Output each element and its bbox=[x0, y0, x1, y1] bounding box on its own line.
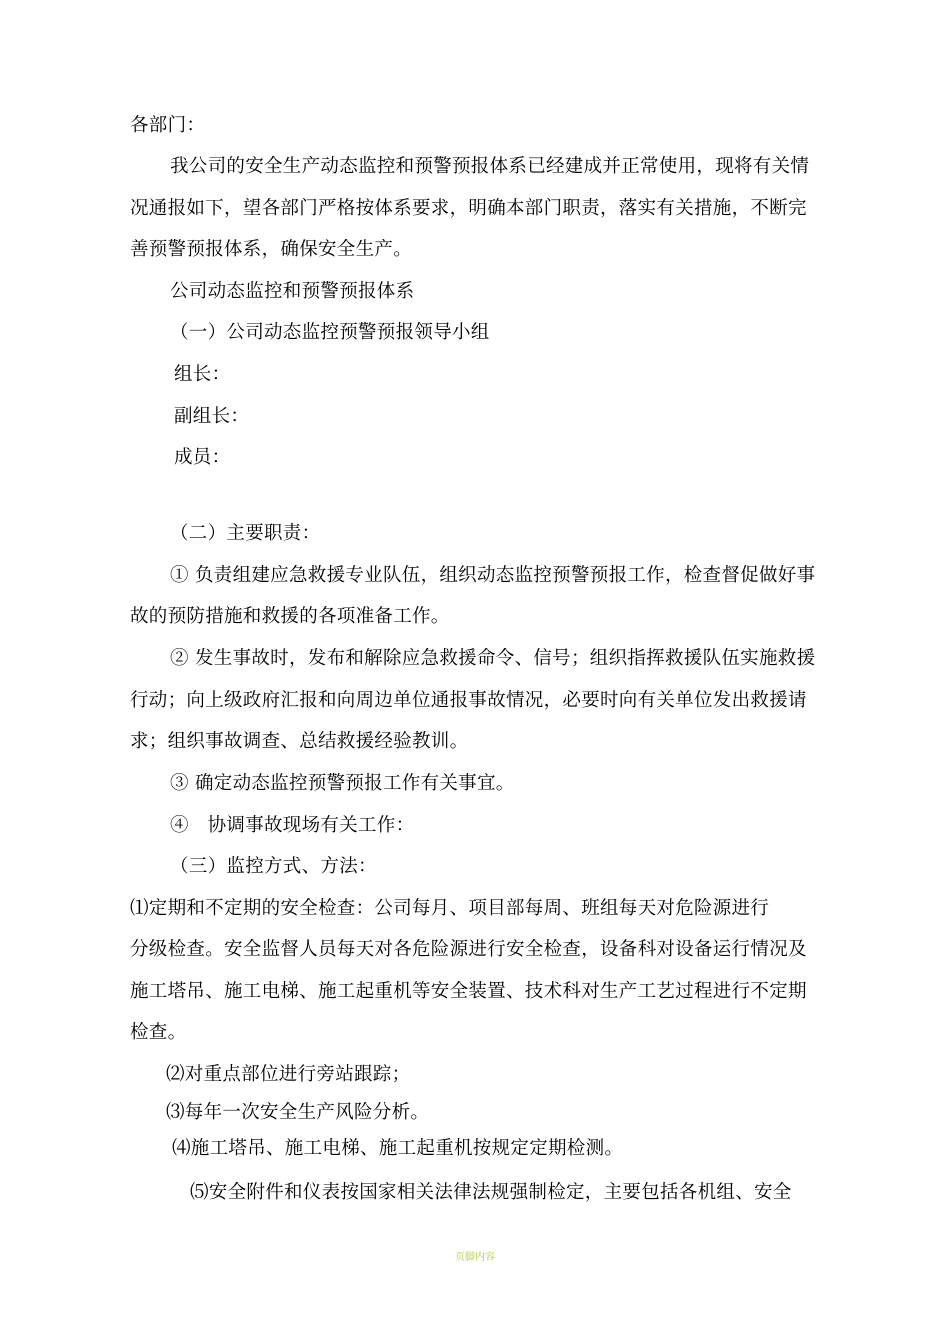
method4: ⑷施工塔吊、施工电梯、施工起重机按规定定期检测。 bbox=[172, 1138, 624, 1159]
section1-heading: （一）公司动态监控预警预报领导小组 bbox=[170, 322, 490, 343]
method1-line-2: 分级检查。安全监督人员每天对各危险源进行安全检查，设备科对设备运行情况及 bbox=[130, 939, 807, 960]
method1-line-3: 施工塔吊、施工电梯、施工起重机等安全装置、技术科对生产工艺过程进行不定期 bbox=[130, 981, 807, 1002]
method2: ⑵对重点部位进行旁站跟踪； bbox=[166, 1064, 411, 1085]
duty2-line-3: 求；组织事故调查、总结救援经验教训。 bbox=[130, 731, 469, 752]
intro-line-1: 我公司的安全生产动态监控和预警预报体系已经建成并正常使用，现将有关情 bbox=[170, 156, 810, 177]
deputy-leader-label: 副组长： bbox=[174, 406, 250, 427]
duty2-line-1: ② 发生事故时，发布和解除应急救援命令、信号；组织指挥救援队伍实施救援 bbox=[170, 648, 816, 669]
duty2-line-2: 行动；向上级政府汇报和向周边单位通报事故情况，必要时向有关单位发出救援请 bbox=[130, 690, 807, 711]
duty1-line-1: ① 负责组建应急救援专业队伍，组织动态监控预警预报工作，检查督促做好事 bbox=[170, 565, 816, 586]
duty4: ④ 协调事故现场有关工作： bbox=[170, 815, 415, 836]
intro-line-3: 善预警预报体系，确保安全生产。 bbox=[130, 239, 413, 260]
section2-heading: （二）主要职责： bbox=[170, 523, 321, 544]
system-title: 公司动态监控和预警预报体系 bbox=[170, 281, 415, 302]
leader-label: 组长： bbox=[174, 364, 231, 385]
duty3: ③ 确定动态监控预警预报工作有关事宜。 bbox=[170, 773, 515, 794]
intro-line-2: 况通报如下，望各部门严格按体系要求，明确本部门职责，落实有关措施，不断完 bbox=[130, 198, 807, 219]
method3: ⑶每年一次安全生产风险分析。 bbox=[166, 1102, 430, 1123]
method5: ⑸安全附件和仪表按国家相关法律法规强制检定，主要包括各机组、安全 bbox=[190, 1182, 792, 1203]
members-label: 成员： bbox=[174, 447, 231, 468]
method1-line-1: ⑴定期和不定期的安全检查：公司每月、项目部每周、班组每天对危险源进行 bbox=[130, 898, 770, 919]
page-footer: 页脚内容 bbox=[455, 1252, 495, 1263]
method1-line-4: 检查。 bbox=[130, 1022, 187, 1043]
salutation: 各部门： bbox=[130, 115, 206, 136]
duty1-line-2: 故的预防措施和救援的各项准备工作。 bbox=[130, 606, 450, 627]
section3-heading: （三）监控方式、方法： bbox=[170, 856, 377, 877]
